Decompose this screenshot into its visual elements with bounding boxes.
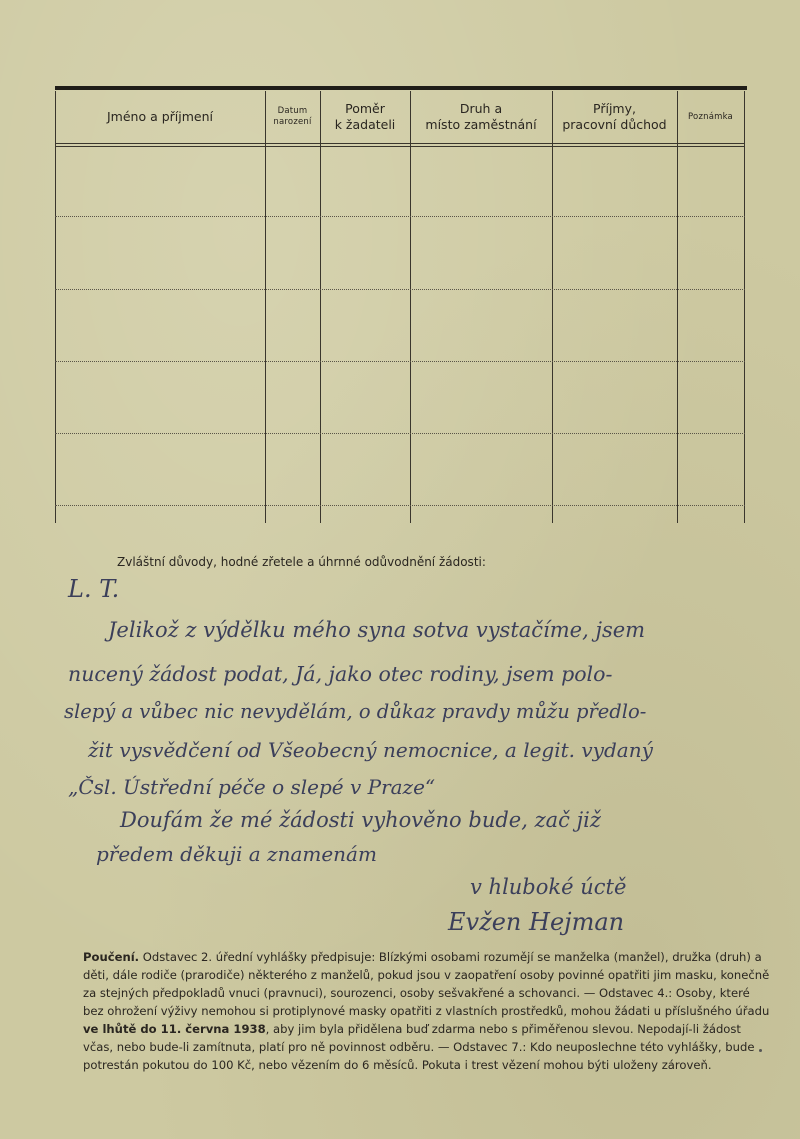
table-row-divider [55, 433, 745, 434]
instructions-text: Odstavec 2. úřední vyhlášky předpisuje: Blízkými osobami rozumějí se manželka (manžel), družka (druh) a děti, dále rodiče (prarodiče) některého z manželů, pokud jsou v zaopatření osoby povinné opatřiti jim masku, konečně za stejných předpokladů vnuci (pravnuci), sourozenci, osoby sešvakřené a schovanci. — Odstavec 4.: Osoby, které bez ohrožení výživy nemohou si protiplynové masky opatřiti z vlastních prostředků, mohou žádati u příslušného úřadu [83, 950, 770, 1018]
handwritten-line: předem děkuji a znamenám [96, 842, 377, 866]
instructions-paragraph [83, 948, 773, 1074]
column-divider [265, 91, 266, 523]
handwritten-line: žit vysvědčení od Všeobecný nemocnice, a legit. vydaný [88, 738, 653, 762]
handwritten-line: nucený žádost podat, Já, jako otec rodiny, jsem polo- [68, 662, 613, 686]
instructions-deadline: ve lhůtě do 11. června 1938 [83, 1022, 266, 1036]
handwritten-greeting: L. T. [68, 575, 120, 603]
table-row-divider [55, 361, 745, 362]
table-top-rule [55, 86, 747, 90]
reasons-heading: Zvláštní důvody, hodné zřetele a úhrnné odůvodnění žádosti: [117, 555, 486, 569]
handwritten-line: Doufám že mé žádosti vyhověno bude, zač již [120, 808, 601, 832]
handwritten-signature: Evžen Hejman [448, 908, 625, 936]
handwritten-closing: v hluboké úctě [470, 875, 627, 899]
header-relation: Poměr k žadateli [334, 101, 396, 132]
table-row-divider [55, 505, 745, 506]
instructions-label: Poučení. [83, 950, 140, 964]
handwritten-line: slepý a vůbec nic nevydělám, o důkaz pravdy můžu předlo- [64, 700, 647, 723]
header-birth-date: Datum narození [273, 106, 312, 127]
table-row-divider [55, 289, 745, 290]
column-divider [320, 91, 321, 523]
header-rule [55, 146, 745, 147]
column-divider [410, 91, 411, 523]
handwritten-line: Jelikož z výdělku mého syna sotva vystačíme, jsem [108, 618, 646, 642]
header-name: Jméno a příjmení [106, 109, 213, 125]
paper-speck [759, 1049, 762, 1052]
table-border-right [744, 91, 745, 523]
household-members-table [55, 91, 745, 523]
handwritten-line: „Čsl. Ústřední péče o slepé v Praze“ [68, 775, 436, 799]
header-note: Poznámka [688, 111, 733, 122]
column-divider [677, 91, 678, 523]
instructions-text: , aby jim byla přidělena buď zdarma nebo s přiměřenou slevou. Nepodají-li žádost včas, nebo bude-li zamítnuta, platí pro ně povinnost odběru. — Odstavec 7.: Kdo neuposlechne této vyhlášky, bude potrestán pokutou do 100 Kč, nebo vězením do 6 měsíců. Pokuta i trest vězení mohou býti uloženy zároveň. [83, 1022, 755, 1072]
column-divider [552, 91, 553, 523]
header-employment: Druh a místo zaměstnání [425, 101, 537, 132]
table-border-left [55, 91, 56, 523]
header-income: Příjmy, pracovní důchod [562, 101, 667, 132]
table-row-divider [55, 216, 745, 217]
header-rule [55, 143, 745, 144]
